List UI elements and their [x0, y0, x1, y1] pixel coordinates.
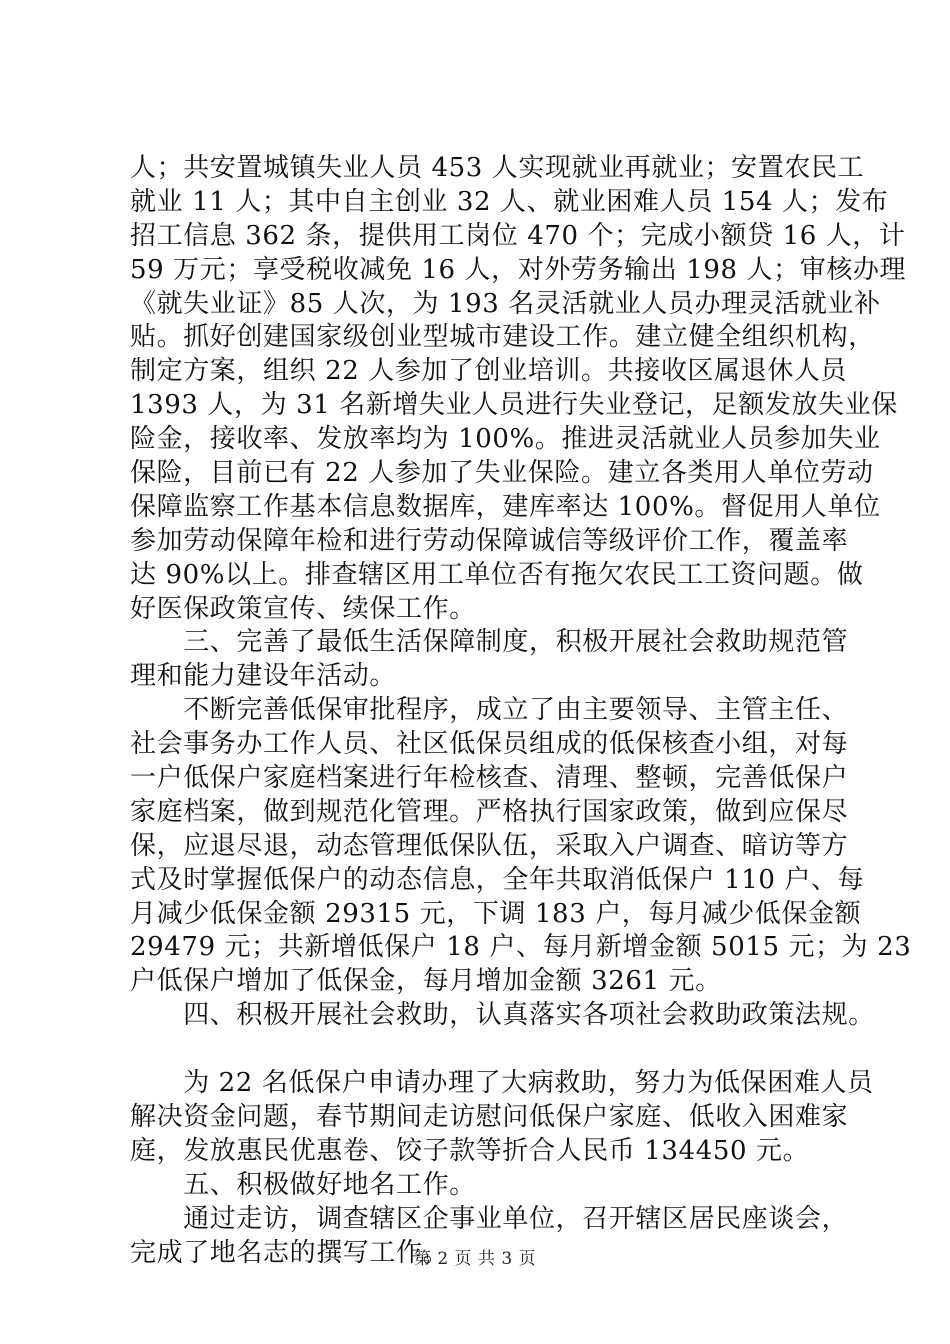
text-line: 达 90%以上。排查辖区用工单位否有拖欠农民工工资问题。做: [130, 559, 864, 590]
text-line: 1393 人，为 31 名新增失业人员进行失业登记，足额发放失业保: [130, 390, 898, 421]
text-line: 社会事务办工作人员、社区低保员组成的低保核查小组，对每: [130, 729, 849, 760]
text-line: 月减少低保金额 29315 元，下调 183 户，每月减少低保金额: [130, 898, 862, 929]
text-line: 就业 11 人；其中自主创业 32 人、就业困难人员 154 人；发布: [130, 186, 889, 217]
text-line: 完成了地名志的撰写工作。: [130, 1237, 450, 1268]
text-line: 59 万元；享受税收减免 16 人，对外劳务输出 198 人；审核办理: [130, 254, 907, 285]
text-line: 保障监察工作基本信息数据库，建库率达 100%。督促用人单位: [130, 491, 881, 522]
text-line: 好医保政策宣传、续保工作。: [130, 593, 476, 624]
text-line: 式及时掌握低保户的动态信息，全年共取消低保户 110 户、每: [130, 864, 865, 895]
text-line: 人；共安置城镇失业人员 453 人实现就业再就业；安置农民工: [130, 153, 865, 183]
text-line: 《就失业证》85 人次，为 193 名灵活就业人员办理灵活就业补: [130, 288, 881, 319]
section-heading-4: 四、积极开展社会救助，认真落实各项社会救助政策法规。: [130, 1000, 875, 1031]
section-heading-3-cont: 理和能力建设年活动。: [130, 661, 397, 692]
text-line: 参加劳动保障年检和进行劳动保障诚信等级评价工作，覆盖率: [130, 525, 849, 556]
text-line: 一户低保户家庭档案进行年检核查、清理、整顿，完善低保户: [130, 763, 849, 794]
text-line: 制定方案，组织 22 人参加了创业培训。共接收区属退休人员: [130, 356, 848, 387]
text-line: 29479 元；共新增低保户 18 户、每月新增金额 5015 元；为 23: [130, 932, 912, 963]
page-footer: 第 2 页 共 3 页: [413, 1249, 537, 1269]
text-line: 保，应退尽退，动态管理低保队伍，采取入户调查、暗访等方: [130, 830, 849, 861]
blank-line: [130, 1033, 850, 1067]
text-line: 贴。抓好创建国家级创业型城市建设工作。建立健全组织机构，: [130, 322, 875, 353]
section-heading-5: 五、积极做好地名工作。: [130, 1169, 476, 1200]
text-line: 户低保户增加了低保金，每月增加金额 3261 元。: [130, 966, 722, 997]
text-line: 为 22 名低保户申请办理了大病救助，努力为低保困难人员: [130, 1068, 874, 1099]
text-line: 家庭档案，做到规范化管理。严格执行国家政策，做到应保尽: [130, 796, 849, 827]
text-line: 庭，发放惠民优惠卷、饺子款等折合人民币 134450 元。: [130, 1135, 810, 1166]
text-line: 解决资金问题，春节期间走访慰问低保户家庭、低收入困难家: [130, 1101, 849, 1132]
text-line: 不断完善低保审批程序，成立了由主要领导、主管主任、: [130, 695, 849, 726]
text-line: 保险，目前已有 22 人参加了失业保险。建立各类用人单位劳动: [130, 458, 874, 489]
section-heading-3: 三、完善了最低生活保障制度，积极开展社会救助规范管: [130, 627, 849, 658]
text-line: 招工信息 362 条，提供用工岗位 470 个；完成小额贷 16 人，计: [130, 220, 906, 251]
body-text: [130, 152, 912, 1270]
text-line: 险金，接收率、发放率均为 100%。推进灵活就业人员参加失业: [130, 424, 881, 455]
text-line: 通过走访，调查辖区企事业单位，召开辖区居民座谈会，: [130, 1203, 849, 1234]
